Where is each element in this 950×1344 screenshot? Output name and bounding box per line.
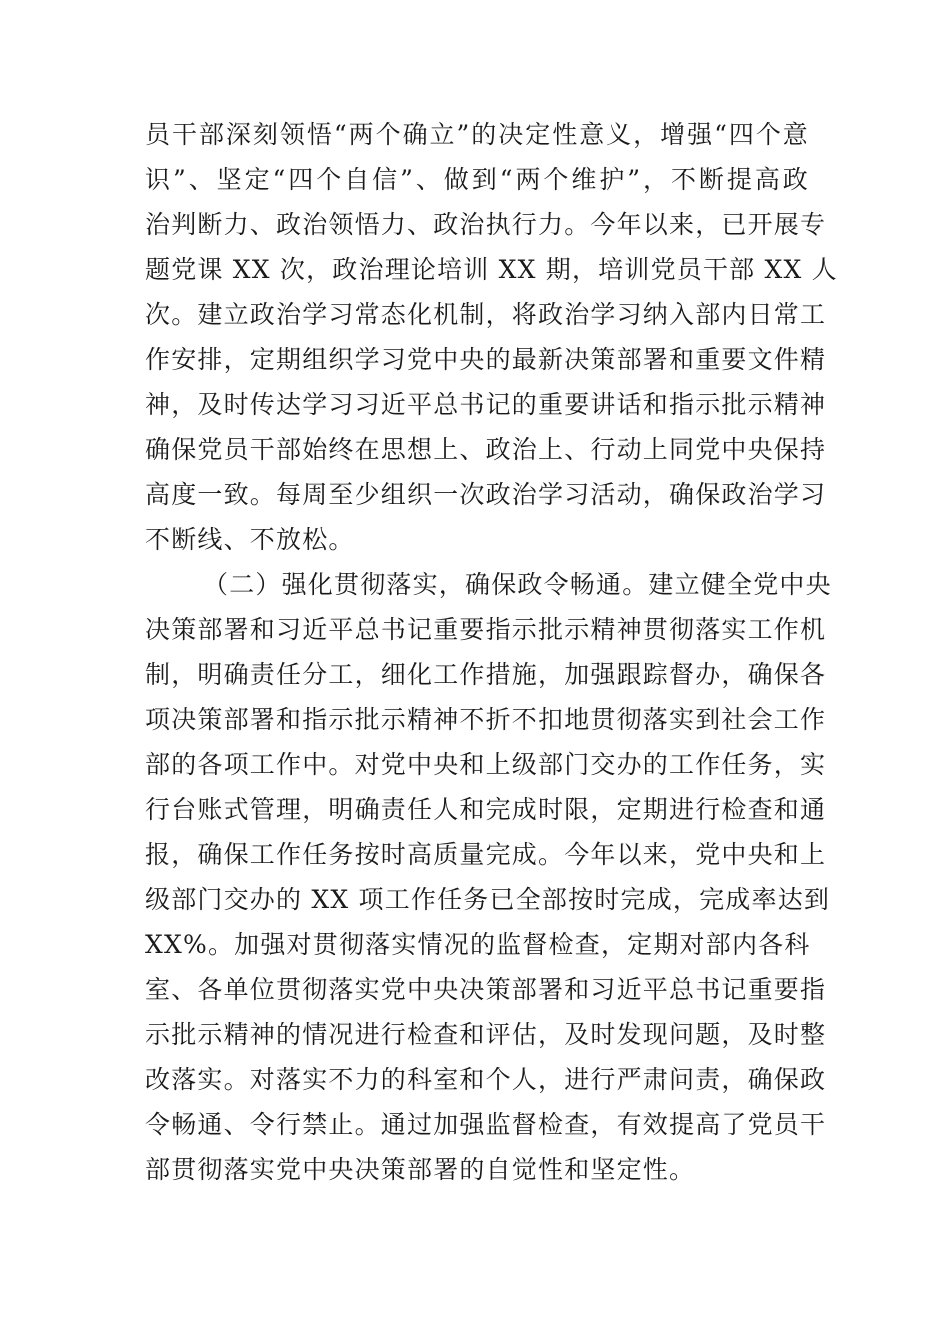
paragraph-first-line bbox=[145, 562, 832, 607]
text-line: 作安排，定期组织学习党中央的最新决策部署和重要文件精 bbox=[145, 345, 827, 374]
text-line: 项决策部署和指示批示精神不折不扣地贯彻落实到社会工作 bbox=[145, 705, 827, 734]
text-line: 部贯彻落实党中央决策部署的自觉性和坚定性。 bbox=[145, 1155, 696, 1184]
text-line: 令畅通、令行禁止。通过加强监督检查，有效提高了党员干 bbox=[145, 1110, 827, 1139]
text-line: 行台账式管理，明确责任人和完成时限，定期进行检查和通 bbox=[145, 795, 827, 824]
text-line: 次。建立政治学习常态化机制，将政治学习纳入部内日常工 bbox=[145, 300, 827, 329]
text-line: 部的各项工作中。对党中央和上级部门交办的工作任务，实 bbox=[145, 750, 827, 779]
text-line: 改落实。对落实不力的科室和个人，进行严肃问责，确保政 bbox=[145, 1065, 827, 1094]
text-line: 制，明确责任分工，细化工作措施，加强跟踪督办，确保各 bbox=[145, 660, 827, 689]
text-line: XX%。加强对贯彻落实情况的监督检查，定期对部内各科 bbox=[145, 930, 811, 959]
text-line: 题党课 XX 次，政治理论培训 XX 期，培训党员干部 XX 人 bbox=[145, 255, 838, 284]
text-line: 不断线、不放松。 bbox=[145, 525, 355, 554]
text-fragment: 建立健全党中央 bbox=[648, 570, 832, 599]
paragraph-political-study bbox=[145, 112, 838, 562]
text-line: 室、各单位贯彻落实党中央决策部署和习近平总书记重要指 bbox=[145, 975, 827, 1004]
document-page bbox=[145, 112, 838, 1192]
text-line: 示批示精神的情况进行检查和评估，及时发现问题，及时整 bbox=[145, 1020, 827, 1049]
section-heading: （二）强化贯彻落实，确保政令畅通。 bbox=[203, 570, 649, 599]
text-line: 识”、坚定“四个自信”、做到“两个维护”，不断提高政 bbox=[145, 165, 809, 194]
text-line: 高度一致。每周至少组织一次政治学习活动，确保政治学习 bbox=[145, 480, 827, 509]
text-line: 级部门交办的 XX 项工作任务已全部按时完成，完成率达到 bbox=[145, 885, 831, 914]
text-line: 员干部深刻领悟“两个确立”的决定性意义，增强“四个意 bbox=[145, 120, 809, 149]
text-line: 报，确保工作任务按时高质量完成。今年以来，党中央和上 bbox=[145, 840, 827, 869]
text-line: 神，及时传达学习习近平总书记的重要讲话和指示批示精神 bbox=[145, 390, 827, 419]
text-line: 决策部署和习近平总书记重要指示批示精神贯彻落实工作机 bbox=[145, 615, 827, 644]
text-line: 治判断力、政治领悟力、政治执行力。今年以来，已开展专 bbox=[145, 210, 827, 239]
paragraph-implementation bbox=[145, 562, 832, 1192]
text-line: 确保党员干部始终在思想上、政治上、行动上同党中央保持 bbox=[145, 435, 827, 464]
